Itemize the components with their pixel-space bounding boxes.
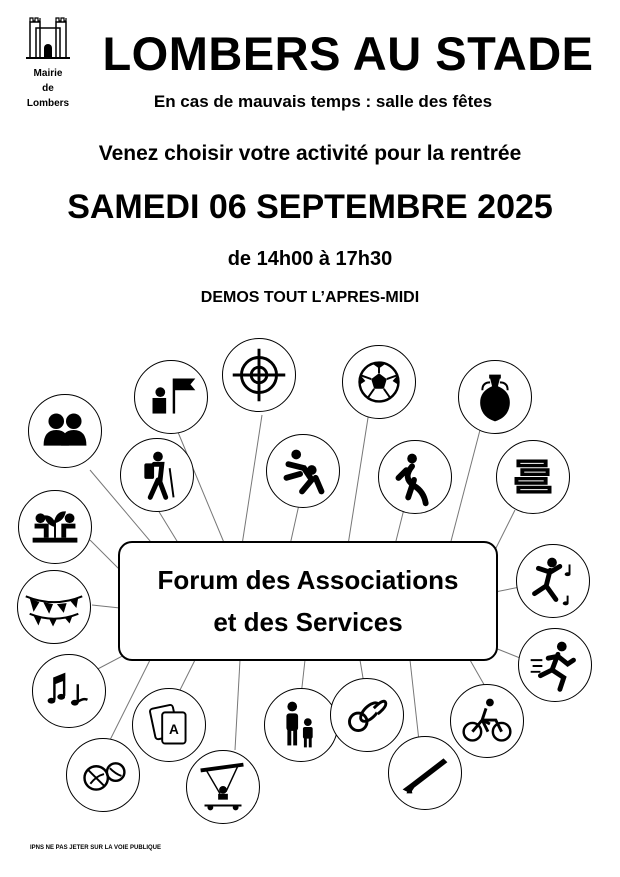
gymnastics-icon <box>378 440 452 514</box>
weather-note: En cas de mauvais temps : salle des fêtes <box>153 92 493 111</box>
family-icon <box>264 688 338 762</box>
target-icon <box>222 338 296 412</box>
bunting-icon <box>17 570 91 644</box>
music-notes-icon <box>32 654 106 728</box>
rifle-icon <box>388 736 462 810</box>
forum-box <box>118 541 498 661</box>
forum-line-1: Forum des Associations <box>157 565 459 595</box>
event-date: SAMEDI 06 SEPTEMBRE 2025 <box>67 188 553 226</box>
judo-icon <box>266 434 340 508</box>
paraglider-icon <box>186 750 260 824</box>
flag-icon <box>134 360 208 434</box>
dance-icon <box>516 544 590 618</box>
vase-icon <box>458 360 532 434</box>
svg-text:A: A <box>168 721 179 737</box>
mairie-line-3: Lombers <box>26 98 70 109</box>
gardening-icon <box>18 490 92 564</box>
cyclist-icon <box>450 684 524 758</box>
footer-note: IPNS NE PAS JETER SUR LA VOIE PUBLIQUE <box>30 845 162 851</box>
page-title: LOMBERS AU STADE <box>102 27 594 80</box>
people-icon <box>28 394 102 468</box>
runner-icon <box>518 628 592 702</box>
forum-line-2: et des Services <box>213 607 403 637</box>
soccer-ball-icon <box>342 345 416 419</box>
books-icon <box>496 440 570 514</box>
mairie-line-2: de <box>42 83 54 94</box>
mairie-line-1: Mairie <box>33 68 63 79</box>
petanque-icon <box>66 738 140 812</box>
hiker-icon <box>120 438 194 512</box>
event-hours: de 14h00 à 17h30 <box>227 248 393 270</box>
demos-text: DEMOS TOUT L’APRES-MIDI <box>200 289 420 306</box>
invite-text: Venez choisir votre activité pour la rentrée <box>98 142 522 165</box>
